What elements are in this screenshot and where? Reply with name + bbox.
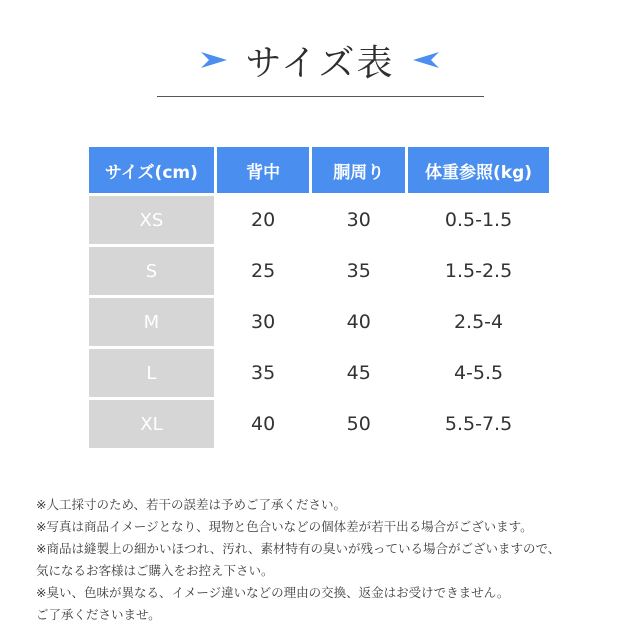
back-cell: 20 — [251, 209, 276, 231]
size-cell: XS — [89, 196, 214, 244]
weight-cell: 0.5-1.5 — [444, 209, 513, 231]
weight-cell: 1.5-2.5 — [444, 260, 513, 282]
header-waist: 胴周り — [312, 147, 405, 193]
weight-cell: 4-5.5 — [453, 362, 504, 384]
table-row — [89, 298, 549, 346]
weight-cell: 5.5-7.5 — [444, 413, 513, 435]
note-line: 気になるお客様はご購入をお控え下さい。 — [36, 563, 274, 578]
waist-cell: 50 — [346, 413, 371, 435]
back-cell: 35 — [251, 362, 276, 384]
waist-cell: 35 — [346, 260, 371, 282]
note-line: ※臭い、色味が異なる、イメージ違いなどの理由の交換、返金はお受けできません。 — [36, 585, 510, 600]
page-title: サイズ表 — [245, 42, 395, 84]
note-line: ※人工採寸のため、若干の誤差は予めご了承ください。 — [36, 497, 346, 512]
size-cell: M — [89, 298, 214, 346]
note-line: ※商品は縫製上の細かいほつれ、汚れ、素材特有の臭いが残っている場合がございますので、 — [36, 541, 561, 556]
waist-cell: 30 — [346, 209, 371, 231]
size-cell: L — [89, 349, 214, 397]
notes-section — [36, 494, 626, 626]
header-back: 背中 — [217, 147, 310, 193]
size-cell: XL — [89, 400, 214, 448]
size-table — [86, 144, 552, 451]
back-cell: 30 — [251, 311, 276, 333]
table-row — [89, 196, 549, 244]
waist-cell: 45 — [346, 362, 371, 384]
back-cell: 40 — [251, 413, 276, 435]
chevron-right-icon — [197, 48, 231, 72]
table-row — [89, 400, 549, 448]
title-divider — [157, 96, 484, 97]
table-row — [89, 349, 549, 397]
size-cell: S — [89, 247, 214, 295]
chevron-left-icon — [409, 48, 443, 72]
back-cell: 25 — [251, 260, 276, 282]
weight-cell: 2.5-4 — [453, 311, 504, 333]
header-weight: 体重参照(kg) — [408, 147, 549, 193]
table-header-row — [89, 147, 549, 193]
note-line: ※写真は商品イメージとなり、現物と色合いなどの個体差が若干出る場合がございます。 — [36, 519, 533, 534]
title-area — [0, 30, 640, 90]
note-line: ご了承くださいませ。 — [36, 607, 161, 622]
waist-cell: 40 — [346, 311, 371, 333]
header-size: サイズ(cm) — [89, 147, 214, 193]
table-row — [89, 247, 549, 295]
